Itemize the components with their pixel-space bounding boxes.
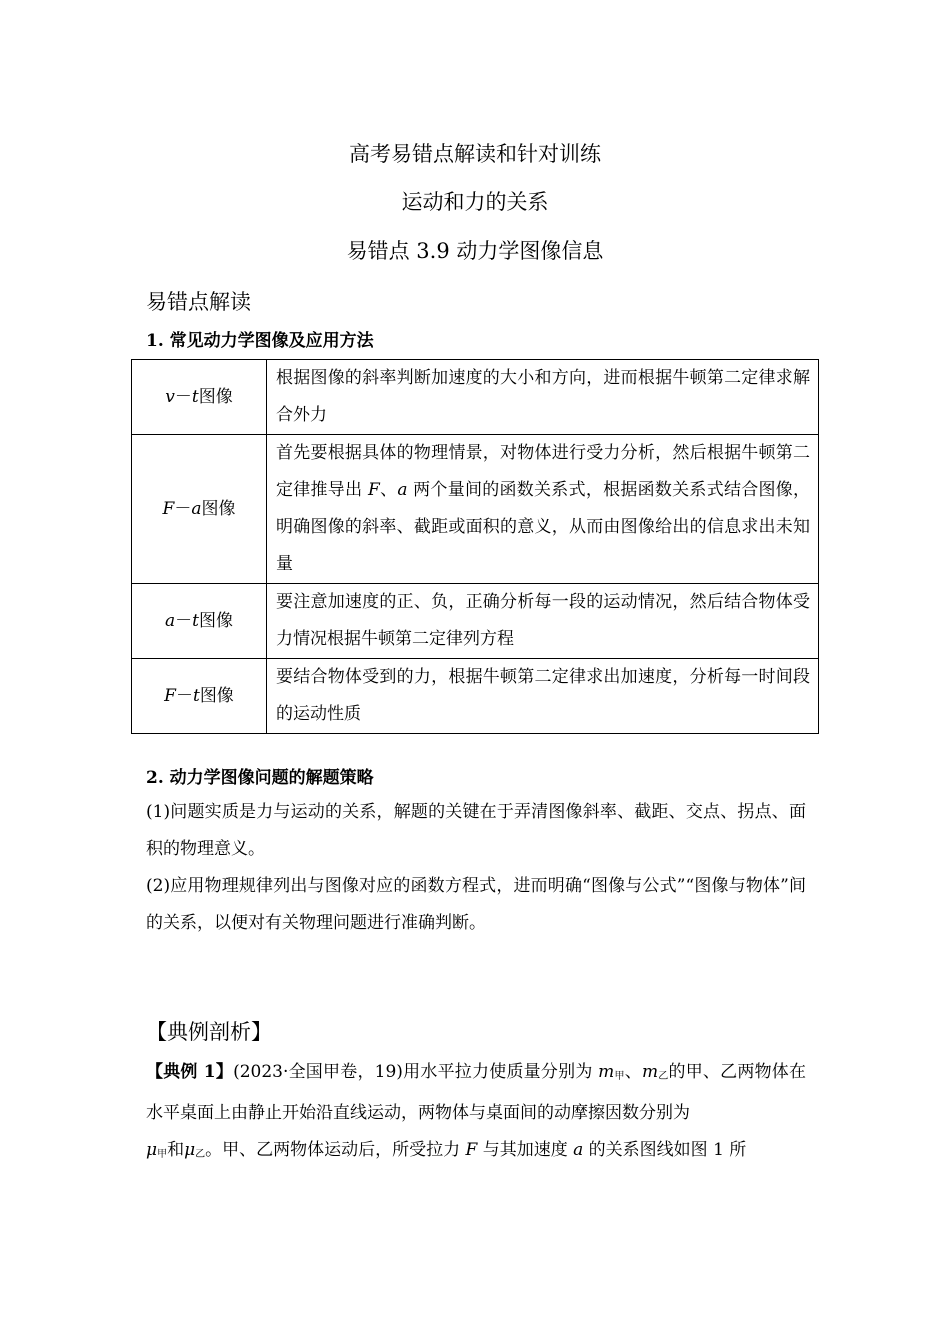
- variable-symbol: t: [191, 386, 199, 407]
- method-cell: 要注意加速度的正、负，正确分析每一段的运动情况，然后结合物体受力情况根据牛顿第二定律列方程: [267, 584, 819, 659]
- method-text: 首先要根据具体的物理情景，对物体进行受力分析，然后根据牛顿第二定律推导出: [276, 443, 810, 500]
- document-title: 高考易错点解读和针对训练: [349, 142, 601, 166]
- variable-symbol: m: [641, 1062, 659, 1082]
- separator: 、: [624, 1062, 642, 1082]
- variable-symbol: F: [162, 498, 175, 519]
- strategy-point-2: (2)应用物理规律列出与图像对应的函数方程式，进而明确“图像与公式”“图像与物体”间的关系，以便对有关物理问题进行准确判断。: [146, 876, 806, 933]
- graph-label: 图像: [201, 498, 236, 519]
- dash: －: [174, 498, 192, 519]
- variable-symbol: a: [573, 1140, 584, 1160]
- chapter-title: 运动和力的关系: [401, 190, 549, 214]
- subscript: 乙: [195, 1149, 206, 1160]
- table-row: [132, 360, 819, 435]
- variable-symbol: a: [191, 498, 202, 519]
- variable-symbol: F: [164, 685, 176, 706]
- dash: －: [175, 610, 193, 631]
- example-text: 的甲、乙两物体在水平桌面上由静止开始沿直线运动，两物体与桌面间的动摩擦因数分别为: [146, 1062, 807, 1123]
- graph-type-cell: [132, 435, 267, 584]
- variable-symbol: F: [465, 1140, 478, 1160]
- example-text: 的关系图线如图 1 所: [583, 1140, 747, 1160]
- section-heading-examples: 【典例剖析】: [146, 1020, 272, 1044]
- subheading-strategy: 2. 动力学图像问题的解题策略: [146, 768, 374, 788]
- subscript: 乙: [658, 1071, 669, 1082]
- variable-symbol: m: [598, 1062, 615, 1082]
- example-tag: 【典例 1】: [146, 1062, 234, 1082]
- subheading-common-graphs: 1. 常见动力学图像及应用方法: [146, 331, 374, 351]
- method-cell: 要结合物体受到的力，根据牛顿第二定律求出加速度，分析每一时间段的运动性质: [267, 659, 819, 734]
- dash: －: [174, 386, 192, 407]
- example-text: (2023·全国甲卷，19)用水平拉力使质量分别为: [233, 1062, 599, 1082]
- table-row: [132, 435, 819, 584]
- subscript: 甲: [157, 1149, 168, 1160]
- subscript: 甲: [614, 1071, 625, 1082]
- dash: －: [175, 685, 193, 706]
- conjunction: 和: [167, 1140, 185, 1160]
- variable-symbol: a: [397, 480, 408, 500]
- table-row: [132, 584, 819, 659]
- topic-title: 易错点 3.9 动力学图像信息: [346, 239, 604, 263]
- graph-type-cell: [132, 659, 267, 734]
- method-cell: [267, 435, 819, 584]
- variable-symbol: F: [368, 480, 380, 500]
- method-cell: 根据图像的斜率判断加速度的大小和方向，进而根据牛顿第二定律求解合外力: [267, 360, 819, 435]
- graph-methods-table: [131, 359, 819, 734]
- variable-symbol: μ: [184, 1140, 196, 1160]
- example-text: 与其加速度: [477, 1140, 574, 1160]
- graph-type-cell: [132, 584, 267, 659]
- variable-symbol: a: [165, 610, 176, 631]
- variable-symbol: μ: [146, 1140, 158, 1160]
- graph-label: 图像: [198, 386, 233, 407]
- variable-symbol: v: [165, 386, 175, 407]
- strategy-point-1: (1)问题实质是力与运动的关系，解题的关键在于弄清图像斜率、截距、交点、拐点、面积的物理意义。: [146, 802, 806, 859]
- example-1-paragraph: [146, 1054, 806, 1173]
- variable-symbol: t: [192, 610, 199, 631]
- variable-symbol: t: [192, 685, 200, 706]
- graph-label: 图像: [199, 685, 234, 706]
- method-text: 两个量间的函数关系式，根据函数关系式结合图像，明确图像的斜率、截距或面积的意义，从而由图像给出的信息求出未知量: [276, 480, 811, 574]
- graph-type-cell: [132, 360, 267, 435]
- example-text: 。甲、乙两物体运动后，所受拉力: [205, 1140, 466, 1160]
- separator: 、: [379, 480, 398, 500]
- table-row: [132, 659, 819, 734]
- section-heading-analysis: 易错点解读: [146, 290, 251, 314]
- graph-label: 图像: [198, 610, 233, 631]
